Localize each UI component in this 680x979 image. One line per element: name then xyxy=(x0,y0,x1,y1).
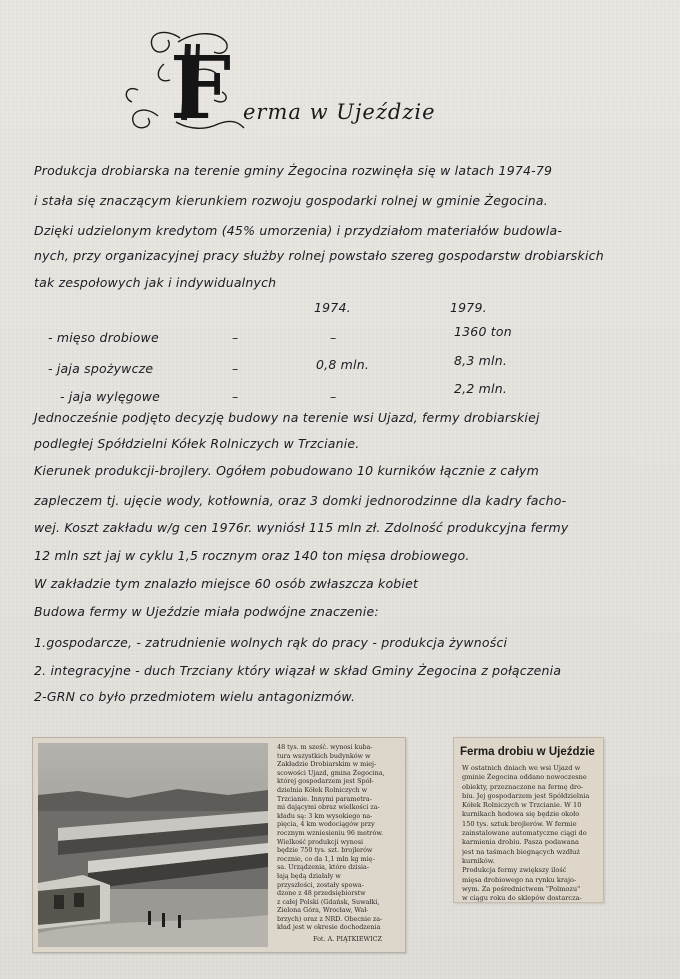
news-body xyxy=(462,764,599,903)
news-line: W ostatnich dniach we wsi Ujazd w xyxy=(462,764,581,772)
text-line: Budowa fermy w Ujeździe miała podwójne znaczenie: xyxy=(34,604,379,619)
news-line: Kółek Rolniczych w Trzcianie. W 10 xyxy=(462,801,582,810)
caption-line: Trzcianie. Innymi parametra- xyxy=(277,794,372,803)
text-line: Kierunek produkcji-brojlery. Ogółem pobudowano 10 kurników łącznie z całym xyxy=(34,463,539,478)
text-line: zapleczem tj. ujęcie wody, kotłownia, oraz 3 domki jednorodzinne dla kadry facho- xyxy=(34,493,567,508)
news-line: biu. Jej gospodarzem jest Spółdzielnia xyxy=(462,791,590,800)
news-line: w ciągu roku do sklepów dostarcza- xyxy=(462,894,582,903)
initial-letter: F xyxy=(170,38,232,139)
caption-line: 48 tys. m sześć. wynosi kuba- xyxy=(277,743,373,751)
caption-line: dzone z 48 przedsiębiorstw xyxy=(277,889,366,898)
table-row-1974: 0,8 mln. xyxy=(316,357,369,372)
caption-line: tura wszystkich budynków w xyxy=(277,751,371,760)
table-row-dash: – xyxy=(232,389,239,404)
text-line: podległej Spółdzielni Kółek Rolniczych w Trzcianie. xyxy=(34,436,360,451)
caption-line: będzie 750 tys. szt. brojlerów xyxy=(277,846,373,855)
caption-line: z całej Polski (Gdańsk, Suwałki, xyxy=(277,897,380,906)
caption-line: Wielkość produkcji wynosi xyxy=(277,837,364,846)
caption-line: rocznym wzniesieniu 96 metrów. xyxy=(277,828,384,837)
news-line: kurnikach hodowa się będzie około xyxy=(462,810,580,819)
text-line: Dzięki udzielonym kredytom (45% umorzenia) i przydziałom materiałów budowla- xyxy=(34,223,563,238)
text-line: wej. Koszt zakładu w/g cen 1976r. wyniósł 115 mln zł. Zdolność produkcyjna fermy xyxy=(34,520,569,535)
farm-buildings-image xyxy=(38,743,268,947)
news-line: mięsa drobiowego na rynku krajo- xyxy=(462,875,577,884)
text-line: Jednocześnie podjęto decyzję budowy na terenie wsi Ujazd, fermy drobiarskiej xyxy=(34,410,540,425)
caption-line: dzielnia Kółek Rolniczych w xyxy=(277,785,368,794)
table-row-label: - jaja spożywcze xyxy=(48,361,154,376)
table-row-1979: 1360 ton xyxy=(454,324,512,339)
caption-line: scowości Ujazd, gmina Żegocina, xyxy=(277,768,385,777)
caption-line: Zakładzie Drobiarskim w miej- xyxy=(277,760,377,769)
news-line: obiekty, przeznaczone na fermę dro- xyxy=(462,782,584,791)
caption-line: mi dającymi obraz wielkości za- xyxy=(277,803,380,812)
table-header-1979: 1979. xyxy=(450,300,487,315)
caption-line: łają będą działały w xyxy=(277,871,341,880)
text-line: i stała się znaczącym kierunkiem rozwoju gospodarki rolnej w gminie Żegocina. xyxy=(34,193,548,208)
caption-line: pięcia, 4 km wodociągów przy xyxy=(277,820,375,829)
ornamental-initial xyxy=(118,20,248,140)
text-line: 2. integracyjne - duch Trzciany który wiązał w skład Gminy Żegocina z połączenia xyxy=(34,663,562,678)
photo-credit: Fot. A. PIĄTKIEWICZ xyxy=(313,935,382,943)
text-line: Produkcja drobiarska na terenie gminy Żegocina rozwinęła się w latach 1974-79 xyxy=(34,163,553,178)
caption-line: Zielona Góra, Wrocław, Wał- xyxy=(277,906,369,915)
table-row-1979: 2,2 mln. xyxy=(454,381,507,396)
text-line: nych, przy organizacyjnej pracy służby rolnej powstało szereg gospodarstw drobiarskich xyxy=(34,248,604,263)
news-line: gminie Żegocina oddano nowoczesne xyxy=(462,773,587,782)
news-headline: Ferma drobiu w Ujeździe xyxy=(460,746,595,758)
table-row-dash: – xyxy=(232,330,239,345)
table-header-1974: 1974. xyxy=(314,300,351,315)
table-row-1974: – xyxy=(330,330,337,345)
text-line: tak zespołowych jak i indywidualnych xyxy=(34,275,277,290)
photo-caption-text xyxy=(277,743,401,932)
caption-line: kładu są: 3 km wysokiego na- xyxy=(277,811,373,820)
caption-line: brzych) oraz z NRD. Obecnie za- xyxy=(277,914,383,923)
news-line: wym. Za pośrednictwem "Polmozu" xyxy=(462,884,581,893)
farm-photo xyxy=(38,743,268,947)
news-line: 150 tys. sztuk brojlerów. W fermie xyxy=(462,819,577,828)
news-line: kurników. xyxy=(462,856,495,865)
news-line: karmienia drobiu. Pasza podawana xyxy=(462,838,579,847)
news-line: Produkcja fermy zwiększy ilość xyxy=(462,866,567,875)
news-line: jest na taśmach biegnących wzdłuż xyxy=(462,847,580,856)
text-line: 1.gospodarcze, - zatrudnienie wolnych rąk do pracy - produkcja żywności xyxy=(34,635,508,650)
news-line: zainstalowane automatyczne ciągi do xyxy=(462,829,587,838)
news-clipping xyxy=(453,737,604,903)
caption-line: sa. Urządzenia, które dzisia- xyxy=(277,863,369,872)
text-line: 2-GRN co było przedmiotem wielu antagonizmów. xyxy=(34,689,356,704)
table-row-label: - jaja wylęgowe xyxy=(60,389,161,404)
caption-line: przyszłości, zostały spowa- xyxy=(277,880,364,889)
text-line: W zakładzie tym znalazło miejsce 60 osób zwłaszcza kobiet xyxy=(34,576,419,591)
caption-line: kład jest w okresie dochodzenia xyxy=(277,923,381,932)
caption-line: rocznie, co da 1,1 mln kg mię- xyxy=(277,854,375,863)
table-row-dash: – xyxy=(232,361,239,376)
page-title: erma w Ujeździe xyxy=(243,100,436,124)
photo-clipping xyxy=(32,737,406,953)
table-row-label: - mięso drobiowe xyxy=(48,330,159,345)
text-line: 12 mln szt jaj w cyklu 1,5 rocznym oraz 140 ton mięsa drobiowego. xyxy=(34,548,470,563)
table-row-1979: 8,3 mln. xyxy=(454,353,507,368)
table-row-1974: – xyxy=(330,389,337,404)
caption-line: której gospodarzem jest Spół- xyxy=(277,777,374,786)
